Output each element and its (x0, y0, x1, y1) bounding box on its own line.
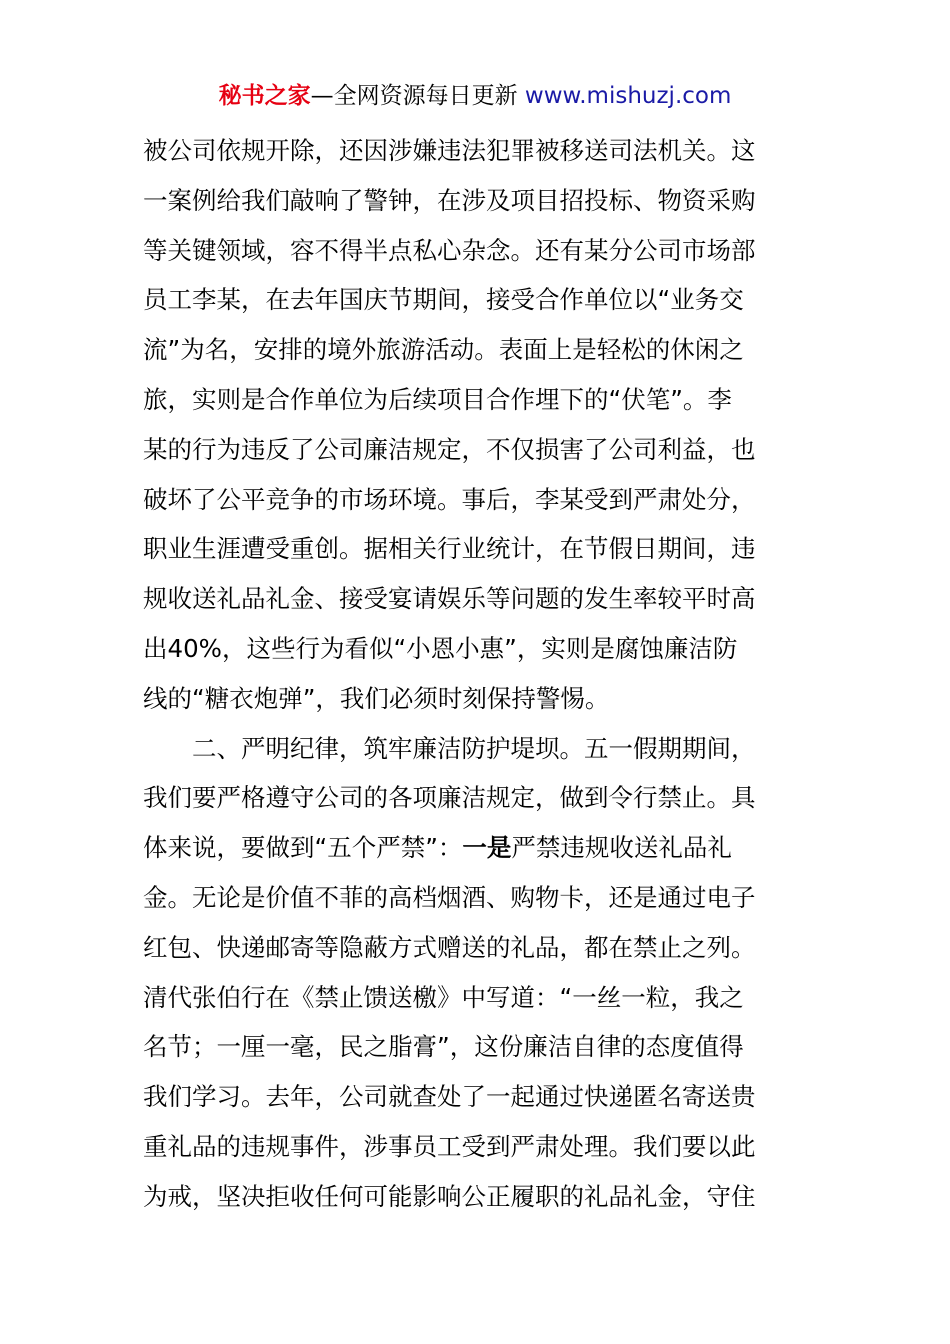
text-segment: 体来说，要做到“五个严禁”： (143, 833, 463, 863)
site-tagline: —全网资源每日更新 (310, 83, 525, 109)
text-line: 红包、快递邮寄等隐蔽方式赠送的礼品，都在禁止之列。 (143, 932, 756, 962)
text-line: 金。无论是价值不菲的高档烟酒、购物卡，还是通过电子 (143, 882, 756, 912)
text-line: 规收送礼品礼金、接受宴请娱乐等问题的发生率较平时高 (143, 584, 756, 614)
document-body (143, 126, 813, 1222)
text-line: 线的“糖衣炮弹”，我们必须时刻保持警惕。 (143, 683, 610, 713)
text-line-with-bold (143, 823, 813, 873)
text-line: 我们学习。去年，公司就查处了一起通过快递匿名寄送贵 (143, 1082, 756, 1112)
text-line: 我们要严格遵守公司的各项廉洁规定，做到令行禁止。具 (143, 783, 756, 813)
text-line: 职业生涯遭受重创。据相关行业统计，在节假日期间，违 (143, 534, 756, 564)
bold-keyword: 一是 (462, 833, 512, 863)
text-line: 为戒，坚决拒收任何可能影响公正履职的礼品礼金，守住 (143, 1181, 756, 1211)
site-url-link[interactable]: www.mishuzj.com (524, 83, 732, 109)
text-line: 等关键领域，容不得半点私心杂念。还有某分公司市场部 (143, 235, 756, 265)
site-header (0, 80, 950, 112)
text-line: 破坏了公平竞争的市场环境。事后，李某受到严肃处分， (143, 484, 756, 514)
site-brand: 秘书之家 (218, 83, 311, 109)
text-line: 被公司依规开除，还因涉嫌违法犯罪被移送司法机关。这 (143, 136, 756, 165)
text-line: 名节；一厘一毫，民之脂膏”，这份廉洁自律的态度值得 (143, 1032, 744, 1062)
text-line: 清代张伯行在《禁止馈送檄》中写道：“一丝一粒，我之 (143, 982, 744, 1012)
text-line: 某的行为违反了公司廉洁规定，不仅损害了公司利益，也 (143, 434, 756, 464)
text-line: 流”为名，安排的境外旅游活动。表面上是轻松的休闲之 (143, 335, 744, 365)
text-line: 旅，实则是合作单位为后续项目合作埋下的“伏笔”。李 (143, 384, 732, 414)
text-line: 出40%，这些行为看似“小恩小惠”，实则是腐蚀廉洁防 (143, 633, 738, 663)
text-segment: 严禁违规收送礼品礼 (511, 833, 732, 863)
text-line: 员工李某，在去年国庆节期间，接受合作单位以“业务交 (143, 285, 744, 315)
text-line: 一案例给我们敲响了警钟，在涉及项目招投标、物资采购 (143, 185, 756, 215)
text-line: 重礼品的违规事件，涉事员工受到严肃处理。我们要以此 (143, 1131, 756, 1161)
section-heading-line: 二、严明纪律，筑牢廉洁防护堤坝。五一假期期间， (192, 733, 756, 763)
